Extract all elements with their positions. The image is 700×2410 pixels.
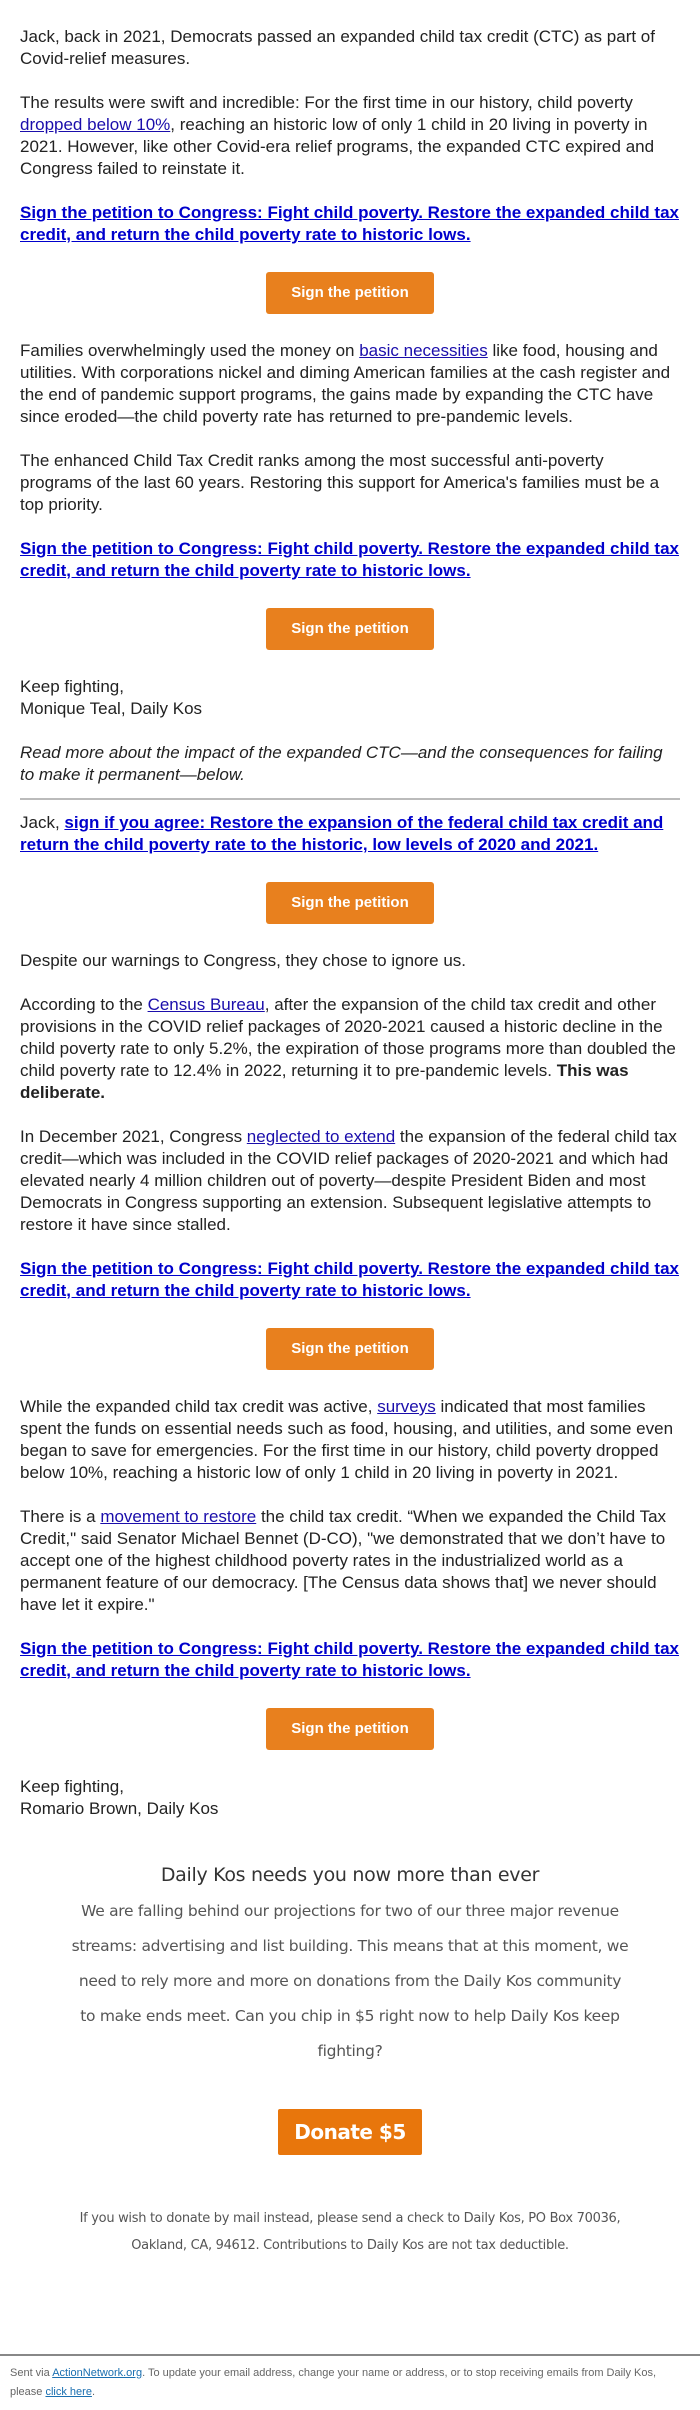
text: the expansion of the federal child tax credit—which was included in the COVID relief packages of 2020-2021 and which had elevated nearly 4 million children out of poverty—despite President Biden and most Democrats in Congress supporting an extension. Subsequent legislative attempts to restore it have since stalled.: [20, 1127, 677, 1234]
paragraph: [20, 994, 680, 1104]
footer-text: Sent via: [10, 2367, 53, 2379]
sign-petition-button[interactable]: Sign the petition: [266, 608, 434, 650]
petition-cta: [20, 1638, 680, 1682]
text: While the expanded child tax credit was active,: [20, 1397, 378, 1416]
inline-link[interactable]: Sign the petition to Congress: Fight child poverty. Restore the expanded child tax credit, and return the child poverty rate to historic lows.: [20, 1639, 679, 1680]
sign-petition-button[interactable]: Sign the petition: [266, 882, 434, 924]
text: like food, housing and utilities. With corporations nickel and diming American families at the cash register and the end of pandemic support programs, the gains made by expanding the CTC have since eroded—the child poverty rate has returned to pre-pandemic levels.: [20, 341, 671, 426]
donate-mail-note: If you wish to donate by mail instead, please send a check to Daily Kos, PO Box 70036, Oakland, CA, 94612. Contributions to Daily Kos are not tax deductible.: [79, 2211, 621, 2253]
inline-link[interactable]: dropped below 10%: [20, 115, 171, 134]
petition-cta: [20, 1258, 680, 1302]
sign-petition-button[interactable]: Sign the petition: [266, 1328, 434, 1370]
signoff-line: Romario Brown, Daily Kos: [20, 1799, 219, 1818]
inline-link[interactable]: neglected to extend: [246, 1127, 396, 1146]
inline-link[interactable]: basic necessities: [359, 341, 488, 360]
donate-button[interactable]: Donate $5: [278, 2109, 422, 2155]
footer: [0, 2354, 700, 2410]
text: Jack, back in 2021, Democrats passed an expanded child tax credit (CTC) as part of Covid-relief measures.: [20, 27, 655, 68]
text: , reaching an historic low of only 1 child in 20 living in poverty in 2021. However, like other Covid-era relief programs, the expanded CTC expired and Congress failed to reinstate it.: [20, 115, 655, 178]
text: In December 2021, Congress: [20, 1127, 247, 1146]
text: , after the expansion of the child tax credit and other provisions in the COVID relief packages of 2020-2021 caused a historic decline in the child poverty rate to only 5.2%, the expiration of those programs more than doubled the child poverty rate to 12.4% in 2022, returning it to pre-pandemic levels.: [20, 995, 676, 1080]
footer-text: . To update your email address, change your name or address, or to stop receiving emails from Daily Kos, please: [10, 2367, 657, 2398]
paragraph: [20, 950, 680, 972]
inline-link[interactable]: surveys: [377, 1397, 436, 1416]
inline-link[interactable]: Sign the petition to Congress: Fight child poverty. Restore the expanded child tax credit, and return the child poverty rate to historic lows.: [20, 1259, 679, 1300]
text: Families overwhelmingly used the money on: [20, 341, 360, 360]
paragraph: [20, 340, 680, 428]
unsubscribe-link[interactable]: click here: [45, 2386, 92, 2398]
text: Read more about the impact of the expanded CTC—and the consequences for failing to make it permanent—below.: [20, 743, 663, 784]
paragraph: [20, 1776, 680, 1820]
button-row: [20, 1708, 680, 1750]
button-row: [20, 882, 680, 924]
petition-cta: [20, 538, 680, 582]
paragraph: [20, 92, 680, 180]
sign-petition-button[interactable]: Sign the petition: [266, 272, 434, 314]
inline-link[interactable]: Sign the petition to Congress: Fight child poverty. Restore the expanded child tax credit, and return the child poverty rate to historic lows.: [20, 203, 679, 244]
signoff-line: Keep fighting,: [20, 1777, 124, 1796]
text: indicated that most families spent the funds on essential needs such as food, housing, and utilities, and some even began to save for emergencies. For the first time in our history, child poverty dropped below 10%, reaching a historic low of only 1 child in 20 living in poverty in 2021.: [20, 1397, 674, 1482]
paragraph: [20, 742, 680, 786]
inline-link[interactable]: movement to restore: [100, 1507, 257, 1526]
paragraph: [20, 1506, 680, 1616]
paragraph: [20, 26, 680, 70]
inline-link[interactable]: sign if you agree: Restore the expansion of the federal child tax credit and return the child poverty rate to the historic, low levels of 2020 and 2021.: [20, 813, 664, 854]
paragraph: [20, 1396, 680, 1484]
bold-text: This was deliberate.: [20, 1061, 629, 1102]
text: There is a: [20, 1507, 101, 1526]
sign-petition-button[interactable]: Sign the petition: [266, 1708, 434, 1750]
donate-section: [0, 1842, 700, 2259]
text: Despite our warnings to Congress, they chose to ignore us.: [20, 951, 467, 970]
inline-link[interactable]: Census Bureau: [147, 995, 265, 1014]
donate-pitch: We are falling behind our projections for two of our three major revenue streams: advertising and list building. This means that at this moment, we need to rely more and more on donations from the Daily Kos community to make ends meet. Can you chip in $5 right now to help Daily Kos keep fighting?: [71, 1902, 629, 2060]
paragraph: [20, 1126, 680, 1236]
petition-cta: [20, 202, 680, 246]
text: the child tax credit. “When we expanded the Child Tax Credit," said Senator Michael Bennet (D-CO), "we demonstrated that we don’t have to accept one of the highest childhood poverty rates in the industrialized world as a permanent feature of our democracy. [The Census data shows that] we never should have let it expire.": [20, 1507, 667, 1614]
donate-heading: Daily Kos needs you now more than ever: [160, 1864, 540, 1886]
text: The enhanced Child Tax Credit ranks among the most successful anti-poverty programs of the last 60 years. Restoring this support for America's families must be a top priority.: [20, 451, 660, 514]
inline-link[interactable]: Sign the petition to Congress: Fight child poverty. Restore the expanded child tax credit, and return the child poverty rate to historic lows.: [20, 539, 679, 580]
signoff-line: Monique Teal, Daily Kos: [20, 699, 203, 718]
paragraph: [20, 676, 680, 720]
text: The results were swift and incredible: For the first time in our history, child poverty: [20, 93, 633, 112]
text: Jack,: [20, 813, 65, 832]
actionnetwork-link[interactable]: ActionNetwork.org: [52, 2367, 143, 2379]
text: According to the: [20, 995, 148, 1014]
petition-cta: [20, 812, 680, 856]
divider: [20, 798, 680, 800]
footer-text: .: [91, 2386, 96, 2398]
button-row: [20, 608, 680, 650]
signoff-line: Keep fighting,: [20, 677, 124, 696]
button-row: [20, 272, 680, 314]
button-row: [20, 1328, 680, 1370]
paragraph: [20, 450, 680, 516]
